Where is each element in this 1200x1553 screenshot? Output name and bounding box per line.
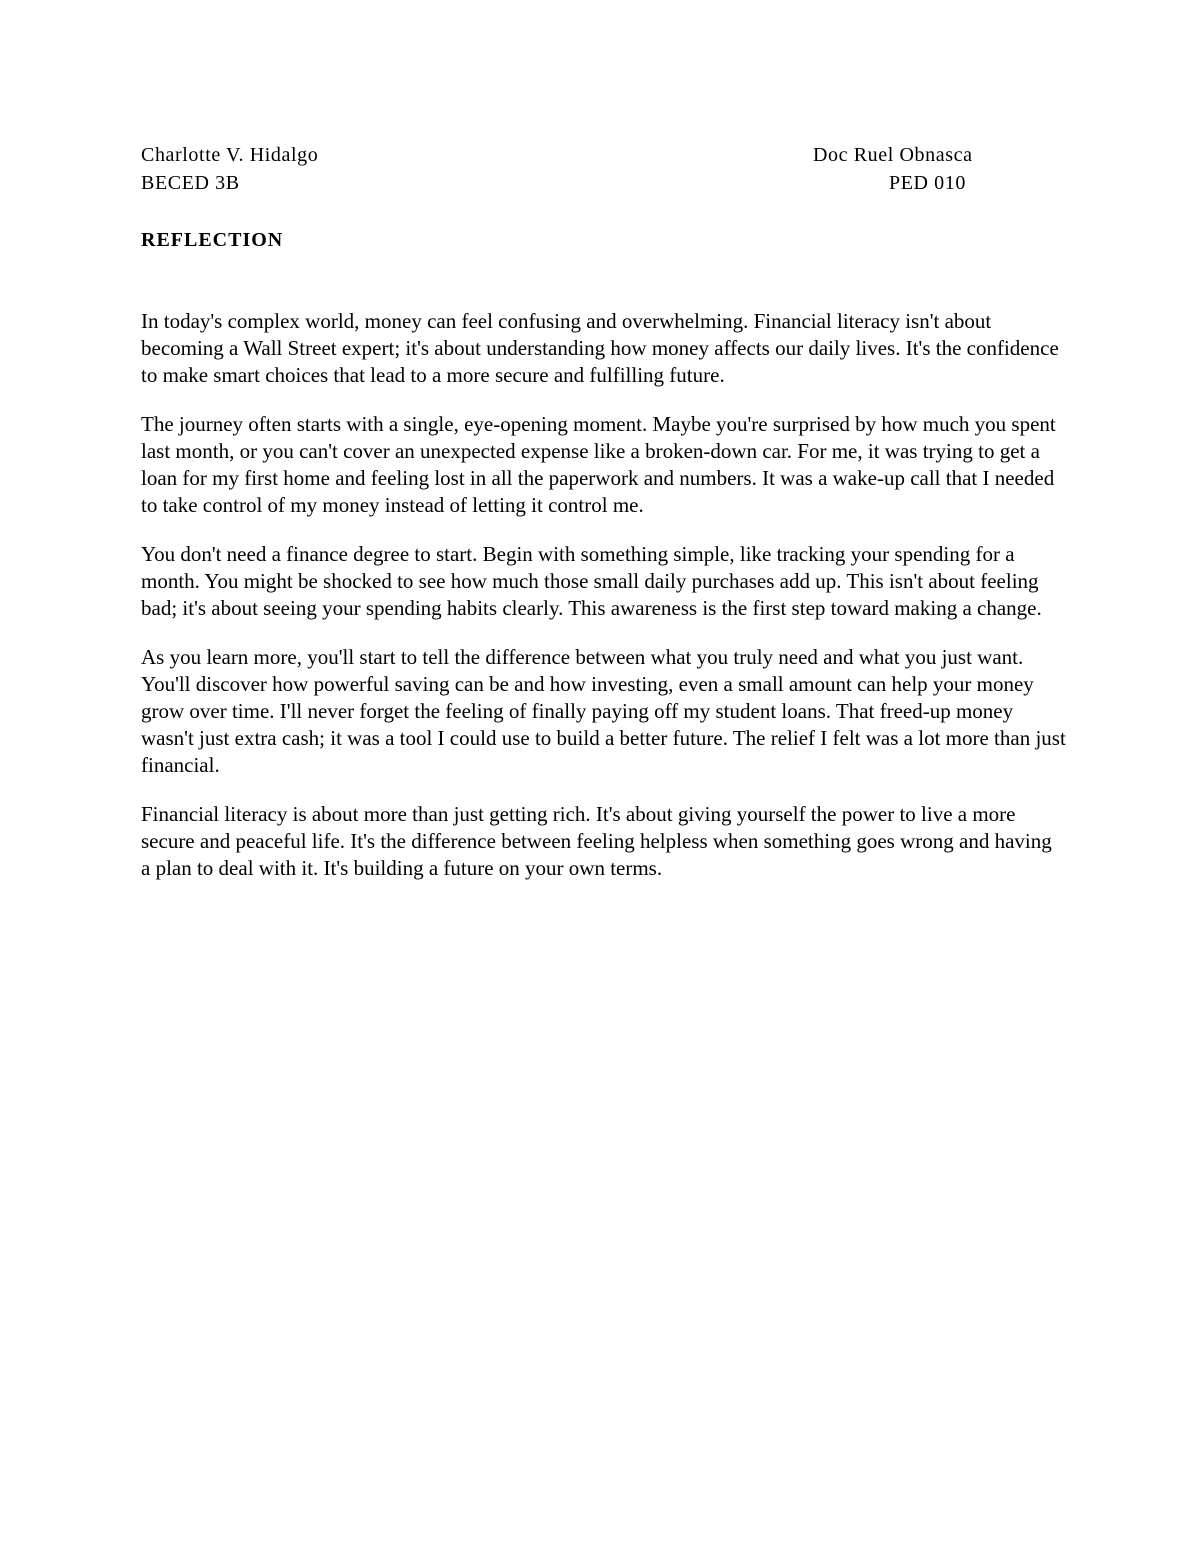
course-info [813,141,973,197]
paragraph: Financial literacy is about more than just getting rich. It's about giving yourself the power to live a more secure and peaceful life. It's the difference between feeling helpless when something goes wrong and having a plan to deal with it. It's building a future on your own terms. [141,802,1052,880]
document-title: REFLECTION [141,229,284,251]
course-code: PED 010 [889,172,966,194]
student-section: BECED 3B [141,172,240,194]
paragraph: As you learn more, you'll start to tell the difference between what you truly need and what you just want. You'll discover how powerful saving can be and how investing, even a small amount can help your money grow over time. I'll never forget the feeling of finally paying off my student loans. That freed-up money wasn't just extra cash; it was a tool I could use to build a better future. The relief I felt was a lot more than just financial. [141,645,1066,777]
student-info [141,141,318,197]
reflection-body [141,308,1066,904]
paragraph: You don't need a finance degree to start. Begin with something simple, like tracking your spending for a month. You might be shocked to see how much those small daily purchases add up. This isn't about feeling bad; it's about seeing your spending habits clearly. This awareness is the first step toward making a change. [141,542,1042,620]
paragraph: In today's complex world, money can feel confusing and overwhelming. Financial literacy isn't about becoming a Wall Street expert; it's about understanding how money affects our daily lives. It's the confidence to make smart choices that lead to a more secure and fulfilling future. [141,309,1059,387]
paragraph: The journey often starts with a single, eye-opening moment. Maybe you're surprised by how much you spent last month, or you can't cover an unexpected expense like a broken-down car. For me, it was trying to get a loan for my first home and feeling lost in all the paperwork and numbers. It was a wake-up call that I needed to take control of my money instead of letting it control me. [141,412,1056,517]
student-name: Charlotte V. Hidalgo [141,144,319,166]
instructor-name: Doc Ruel Obnasca [813,144,973,166]
